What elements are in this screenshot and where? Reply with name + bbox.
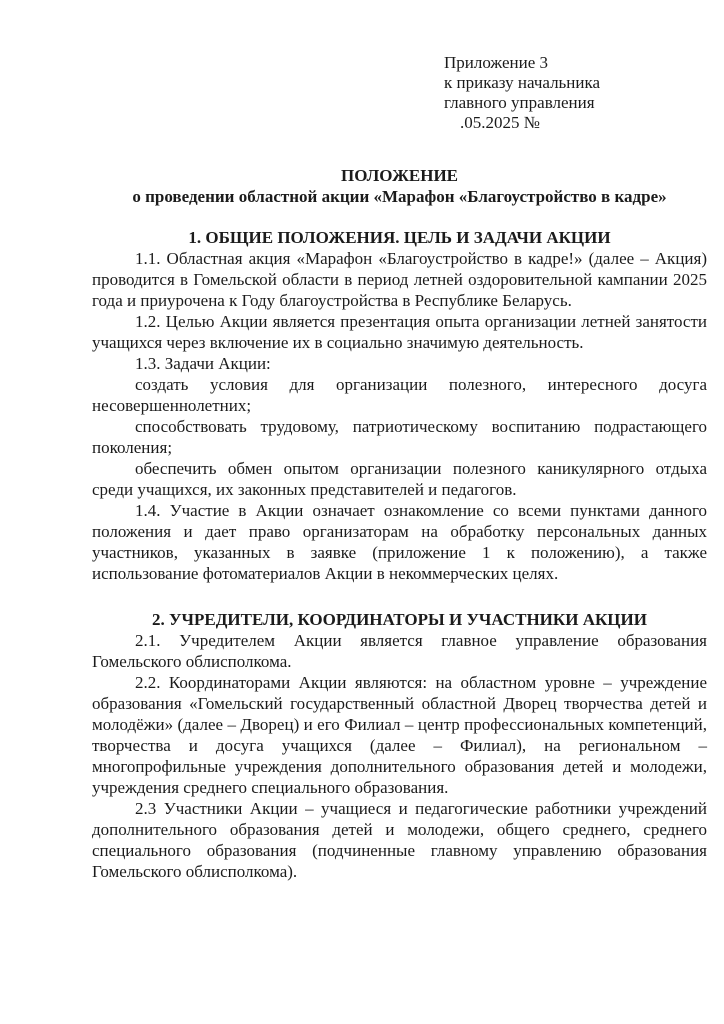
- order-date-line: .05.2025 №: [460, 113, 540, 132]
- document-title: ПОЛОЖЕНИЕ: [341, 166, 458, 185]
- task-item-1: создать условия для организации полезного, интересного досуга несовершеннолетних;: [92, 375, 707, 415]
- paragraph-1-3: 1.3. Задачи Акции:: [135, 354, 271, 373]
- section-2-heading: 2. УЧРЕДИТЕЛИ, КООРДИНАТОРЫ И УЧАСТНИКИ АКЦИИ: [152, 610, 647, 629]
- task-item-3: обеспечить обмен опытом организации полезного каникулярного отдыха среди учащихся, их законных представителей и педагогов.: [92, 459, 707, 499]
- paragraph-1-1: 1.1. Областная акция «Марафон «Благоустройство в кадре!» (далее – Акция) проводится в Гомельской области в период летней оздоровительной кампании 2025 года и приурочена к Году благоустройства в Республике Беларусь.: [92, 249, 707, 310]
- paragraph-1-4: 1.4. Участие в Акции означает ознакомление со всеми пунктами данного положения и дает право организаторам на обработку персональных данных участников, указанных в заявке (приложение 1 к положению), а также использование фотоматериалов Акции в некоммерческих целях.: [92, 501, 707, 583]
- department-line: главного управления: [444, 93, 595, 112]
- document-subtitle: о проведении областной акции «Марафон «Благоустройство в кадре»: [132, 187, 667, 206]
- section-1-heading: 1. ОБЩИЕ ПОЛОЖЕНИЯ. ЦЕЛЬ И ЗАДАЧИ АКЦИИ: [188, 228, 611, 247]
- paragraph-1-2: 1.2. Целью Акции является презентация опыта организации летней занятости учащихся через включение их в социально значимую деятельность.: [92, 312, 707, 352]
- order-reference-block: [444, 53, 707, 133]
- paragraph-2-2: 2.2. Координаторами Акции являются: на областном уровне – учреждение образования «Гомельский государственный областной Дворец творчества детей и молодёжи» (далее – Дворец) и его Филиал – центр профессиональных компетенций, творчества и досуга учащихся (далее – Филиал), на региональном – многопрофильные учреждения дополнительного образования детей и молодежи, учреждения среднего специального образования.: [92, 673, 707, 797]
- appendix-number-line: Приложение 3: [444, 53, 548, 72]
- task-item-2: способствовать трудовому, патриотическому воспитанию подрастающего поколения;: [92, 417, 707, 457]
- order-line: к приказу начальника: [444, 73, 601, 92]
- paragraph-2-3: 2.3 Участники Акции – учащиеся и педагогические работники учреждений дополнительного образования детей и молодежи, общего среднего, среднего специального образования (подчиненные главному управлению образования Гомельского облисполкома).: [92, 799, 707, 881]
- paragraph-2-1: 2.1. Учредителем Акции является главное управление образования Гомельского облисполкома.: [92, 631, 707, 671]
